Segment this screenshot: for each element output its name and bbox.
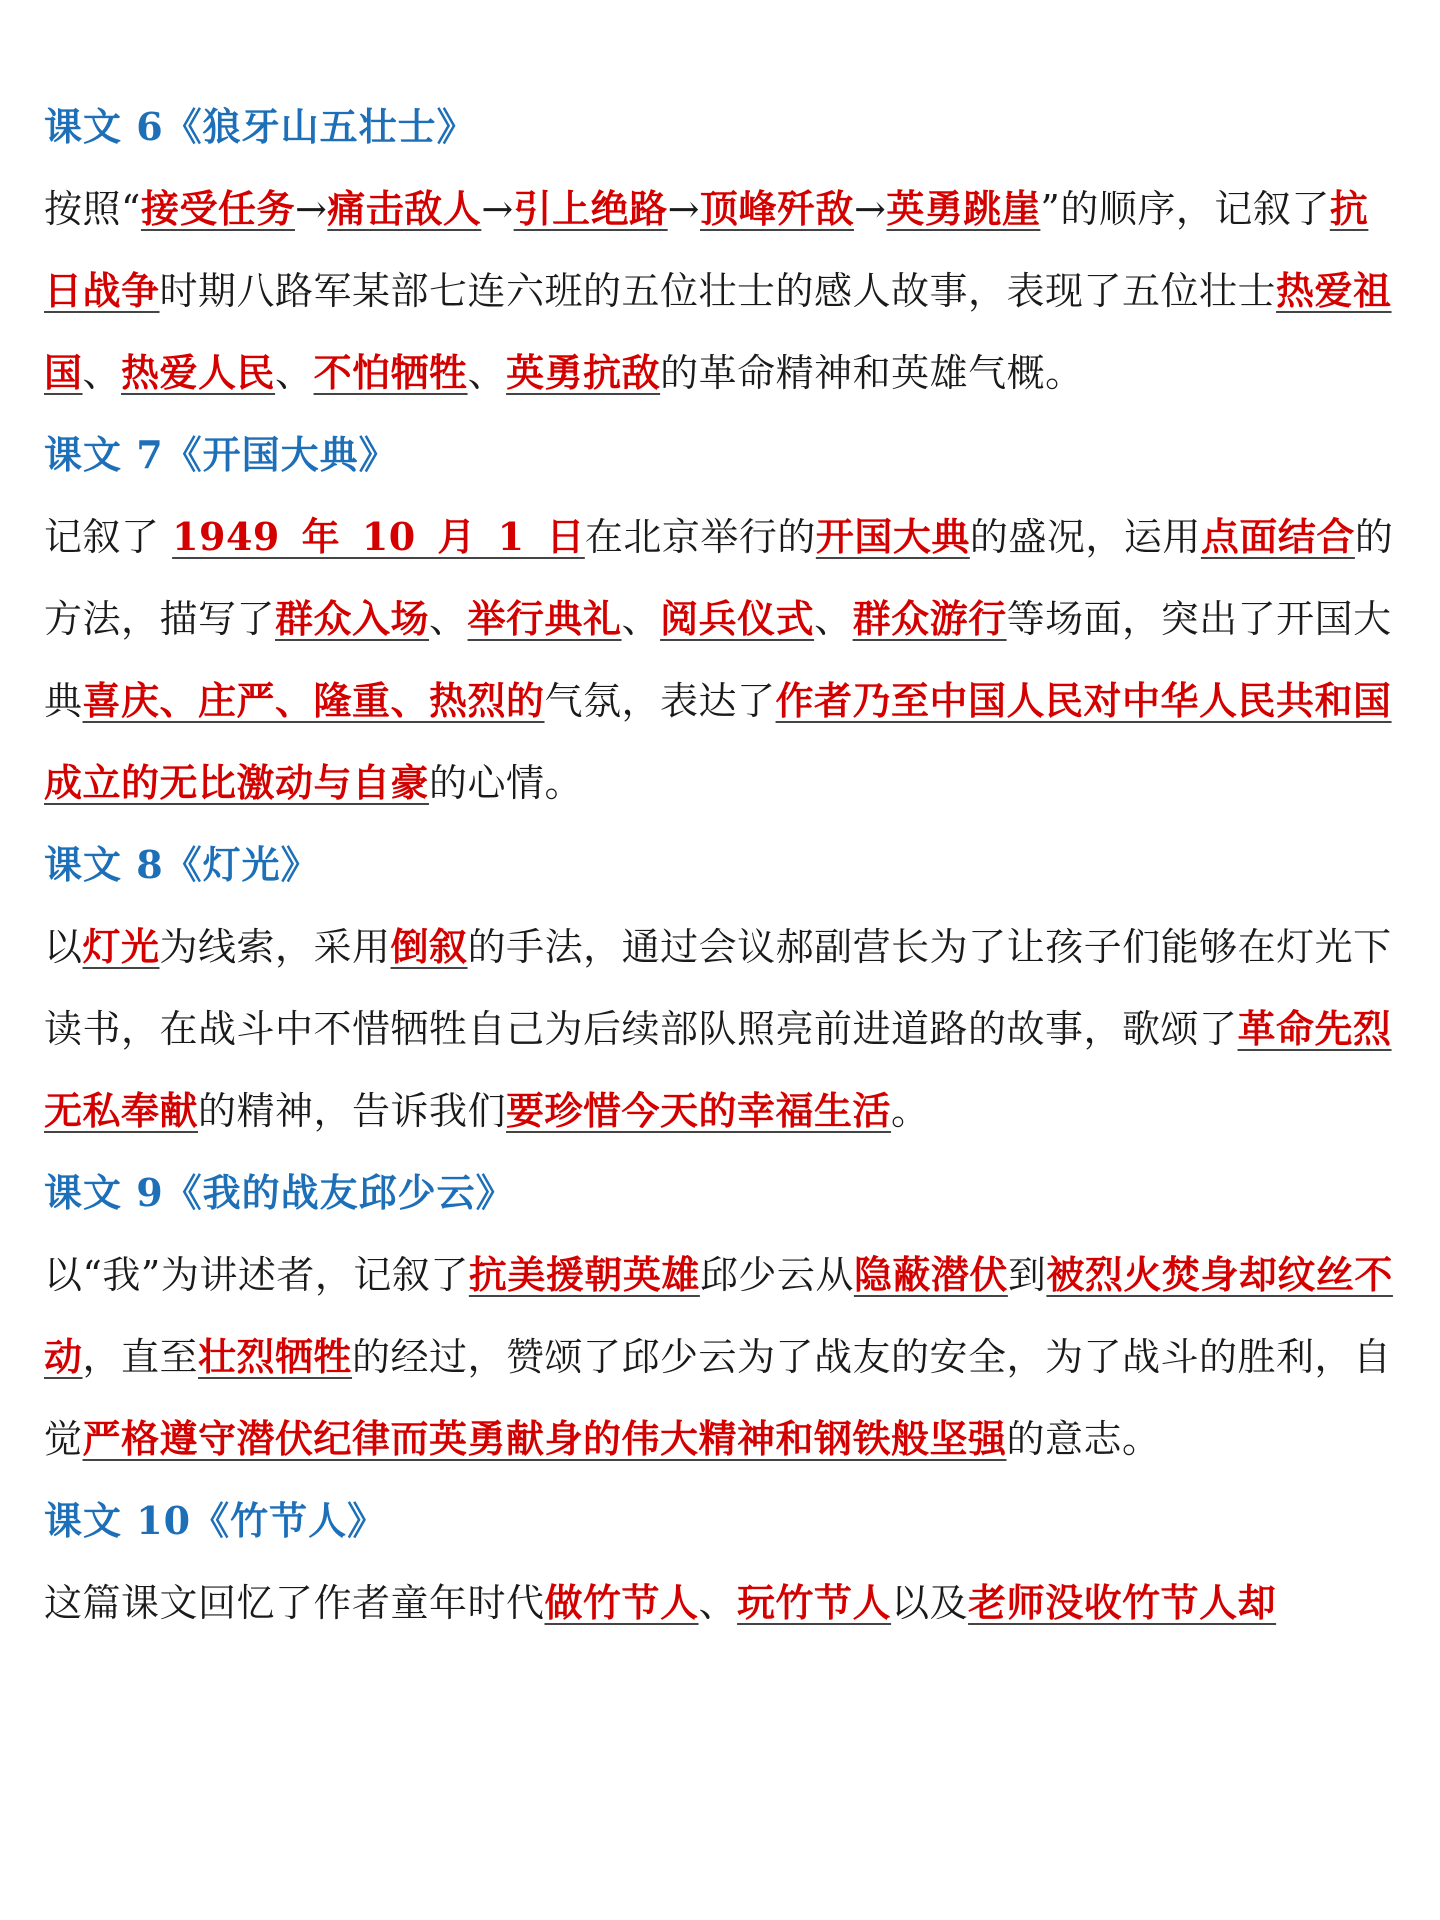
text-segment: 时期八路军某部七连六班的五位壮士的感人故事，表现了五位壮士 — [159, 269, 1277, 313]
key-phrase: 英勇跳崖 — [886, 186, 1041, 231]
text-segment: 。 — [891, 1089, 930, 1133]
key-phrase: 顶峰歼敌 — [700, 186, 855, 231]
lesson-summary — [44, 168, 1404, 414]
key-phrase: 引上绝路 — [513, 186, 668, 231]
key-phrase: 英勇抗敌 — [506, 350, 661, 395]
key-phrase: 玩竹节人 — [737, 1580, 892, 1625]
key-phrase: 举行典礼 — [467, 596, 622, 641]
text-segment: → — [481, 187, 514, 231]
key-phrase: 倒叙 — [390, 924, 468, 969]
text-segment: 在北京举行的 — [584, 515, 816, 559]
lesson-7 — [44, 414, 1396, 824]
text-segment: 、 — [698, 1581, 738, 1625]
key-phrase: 接受任务 — [140, 186, 295, 231]
text-segment: 邱少云从 — [699, 1253, 854, 1297]
text-segment: 以“我”为讲述者，记叙了 — [44, 1253, 469, 1297]
text-segment: 的意志。 — [1006, 1417, 1161, 1461]
key-phrase: 热爱祖国 — [44, 268, 1392, 395]
lesson-title: 课文 10《竹节人》 — [44, 1498, 387, 1543]
key-phrase: 严格遵守潜伏纪律而英勇献身的伟大精神和钢铁般坚强 — [82, 1416, 1007, 1461]
key-phrase: 开国大典 — [815, 514, 970, 559]
lesson-title: 课文 6《狼牙山五壮士》 — [44, 104, 476, 149]
key-phrase: 抗日战争 — [44, 186, 1369, 313]
key-phrase: 要珍惜今天的幸福生活 — [506, 1088, 892, 1133]
key-phrase: 群众游行 — [852, 596, 1007, 641]
key-phrase: 隐蔽潜伏 — [853, 1252, 1008, 1297]
text-segment: 、 — [275, 351, 314, 395]
text-segment: 按照“ — [44, 187, 141, 231]
lesson-8 — [44, 824, 1396, 1152]
lesson-summary — [44, 496, 1404, 824]
key-phrase: 阅兵仪式 — [660, 596, 815, 641]
text-segment: → — [294, 187, 328, 231]
key-phrase: 不怕牺牲 — [313, 350, 468, 395]
key-phrase: 群众入场 — [275, 596, 430, 641]
lesson-summary — [44, 1562, 1404, 1644]
text-segment: ，直至 — [82, 1335, 199, 1379]
key-phrase: 灯光 — [82, 924, 160, 969]
lesson-title: 课文 7《开国大典》 — [44, 432, 398, 477]
text-segment: 、 — [429, 597, 468, 641]
text-segment: 的革命精神和英雄气概。 — [660, 351, 1084, 395]
text-segment: 、 — [621, 597, 661, 641]
text-segment: 到 — [1007, 1253, 1047, 1297]
key-phrase: 做竹节人 — [544, 1580, 699, 1625]
lesson-9 — [44, 1152, 1396, 1480]
key-phrase: 革命先烈无私奉献 — [44, 1006, 1392, 1133]
text-segment: 记叙了 — [44, 515, 173, 559]
key-phrase: 作者乃至中国人民对中华人民共和国成立的无比激动与自豪 — [44, 678, 1392, 805]
text-segment: 为线索，采用 — [159, 925, 391, 969]
text-segment: 的精神，告诉我们 — [198, 1089, 507, 1133]
text-segment: 、 — [82, 351, 122, 395]
text-segment: 的 — [1354, 515, 1394, 559]
key-phrase: 喜庆、庄严、隆重、热烈的 — [82, 678, 545, 723]
key-phrase: 被烈火焚身却纹丝不动 — [44, 1252, 1393, 1379]
text-segment: 的心情。 — [429, 761, 584, 805]
text-segment: ”的顺序，记叙了 — [1040, 187, 1330, 231]
text-segment: 以 — [44, 925, 83, 969]
text-segment: 、 — [814, 597, 853, 641]
key-phrase: 点面结合 — [1200, 514, 1355, 559]
text-segment: 的手法，通过会议郝副营长为了让孩子们能够在灯光下读书，在战斗中不惜牺牲自己为后续部队照亮前进道路的故事，歌颂了 — [44, 925, 1392, 1051]
text-segment: 、 — [467, 351, 507, 395]
lesson-10 — [44, 1480, 1396, 1644]
text-segment: → — [854, 187, 887, 231]
lesson-title: 课文 8《灯光》 — [44, 842, 320, 887]
lesson-title: 课文 9《我的战友邱少云》 — [44, 1170, 515, 1215]
text-segment: 的经过，赞颂了邱少云为了战友的安全，为了战斗的胜利，自觉 — [44, 1335, 1392, 1461]
text-segment: 气氛，表达了 — [544, 679, 776, 723]
text-segment: 方法，描写了 — [44, 597, 276, 641]
lesson-6 — [44, 86, 1396, 414]
key-phrase: 1949 年 10 月 1 日 — [172, 514, 585, 559]
key-phrase: 抗美援朝英雄 — [468, 1252, 700, 1297]
key-phrase: 热爱人民 — [121, 350, 276, 395]
key-phrase: 老师没收竹节人却 — [968, 1580, 1277, 1625]
key-phrase: 壮烈牺牲 — [198, 1334, 353, 1379]
key-phrase: 痛击敌人 — [327, 186, 482, 231]
text-segment: → — [667, 187, 701, 231]
text-segment: 等场面，突出了开国大典 — [44, 597, 1392, 723]
text-segment: 这篇课文回忆了作者童年时代 — [44, 1581, 545, 1625]
text-segment: 以及 — [891, 1581, 969, 1625]
text-segment: 的盛况，运用 — [969, 515, 1201, 559]
lesson-summary — [44, 906, 1404, 1152]
lesson-summary — [44, 1234, 1404, 1480]
